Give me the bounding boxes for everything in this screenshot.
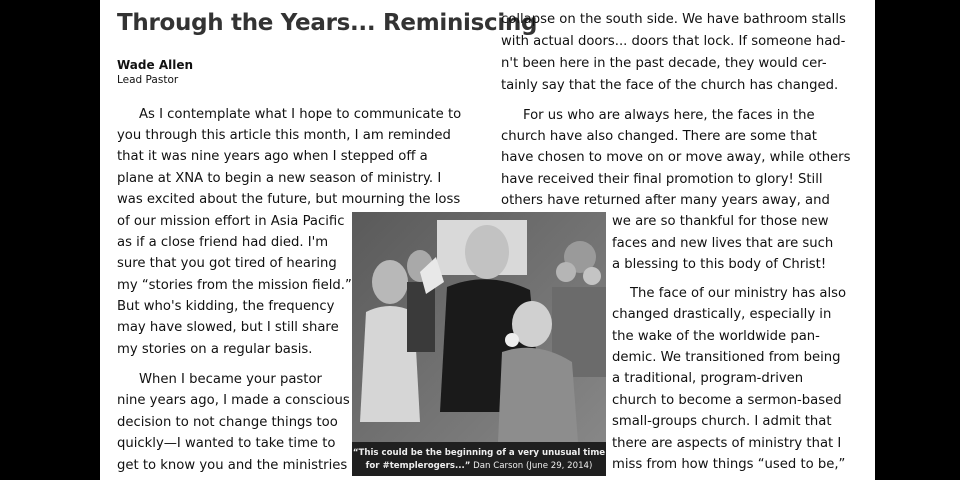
col1-line: you through this article this month, I am reminded: [117, 128, 451, 143]
col1-line: get to know you and the ministries: [117, 458, 348, 473]
col1-line: may have slowed, but I still share: [117, 320, 339, 335]
col2-line: we are so thankful for those new: [612, 214, 829, 229]
col2-line: changed drastically, especially in: [612, 307, 832, 322]
col1-line: But who's kidding, the frequency: [117, 299, 335, 314]
col2-line: others have returned after many years away, and: [501, 193, 830, 208]
col2-line: a blessing to this body of Christ!: [612, 257, 827, 272]
col1-line: was excited about the future, but mourning the loss: [117, 192, 461, 207]
article-photo: [352, 212, 606, 476]
col2-line: church to become a sermon-based: [612, 393, 842, 408]
col1-line: sure that you got tired of hearing: [117, 256, 337, 271]
author-role: Lead Pastor: [117, 74, 179, 86]
caption-quote-line1: “This could be the beginning of a very unusual time: [352, 448, 606, 458]
col2-line: faces and new lives that are such: [612, 236, 834, 251]
col2-line: n't been here in the past decade, they would cer-: [501, 56, 827, 71]
article-title: Through the Years... Reminiscing: [117, 10, 538, 36]
col1-line: As I contemplate what I hope to communicate to: [139, 107, 462, 122]
col2-line: there are aspects of ministry that I: [612, 436, 842, 451]
col2-line: For us who are always here, the faces in the: [523, 108, 815, 123]
col2-line: a traditional, program-driven: [612, 371, 804, 386]
col2-line: collapse on the south side. We have bathroom stalls: [501, 12, 846, 27]
col1-line: my stories on a regular basis.: [117, 342, 313, 357]
col2-line: The face of our ministry has also: [630, 286, 847, 301]
col2-line: demic. We transitioned from being: [612, 350, 841, 365]
col2-line: have chosen to move on or move away, while others: [501, 150, 851, 165]
col1-line: plane at XNA to begin a new season of ministry. I: [117, 171, 442, 186]
col1-line: quickly—I wanted to take time to: [117, 436, 336, 451]
col2-line: with actual doors... doors that lock. If someone had-: [501, 34, 846, 49]
col1-line: decision to not change things too: [117, 415, 338, 430]
col2-line: the wake of the worldwide pan-: [612, 329, 820, 344]
caption-quote-line2: for #templerogers...”: [365, 461, 471, 471]
col2-line: miss from how things “used to be,”: [612, 457, 846, 472]
photo-illustration: [352, 212, 606, 476]
caption-credit: Dan Carson (June 29, 2014): [473, 461, 593, 471]
newsletter-page: [100, 0, 875, 480]
col1-line: When I became your pastor: [139, 372, 322, 387]
col2-line: have received their final promotion to glory! Still: [501, 172, 823, 187]
col1-line: that it was nine years ago when I stepped off a: [117, 149, 428, 164]
col2-line: small-groups church. I admit that: [612, 414, 832, 429]
col1-line: nine years ago, I made a conscious: [117, 393, 350, 408]
col1-line: as if a close friend had died. I'm: [117, 235, 329, 250]
author-name: Wade Allen: [117, 58, 194, 72]
photo-caption: [352, 442, 606, 476]
col1-line: of our mission effort in Asia Pacific: [117, 214, 345, 229]
col1-line: my “stories from the mission field.”: [117, 278, 352, 293]
col2-line: church have also changed. There are some that: [501, 129, 817, 144]
col2-line: tainly say that the face of the church has changed.: [501, 78, 839, 93]
